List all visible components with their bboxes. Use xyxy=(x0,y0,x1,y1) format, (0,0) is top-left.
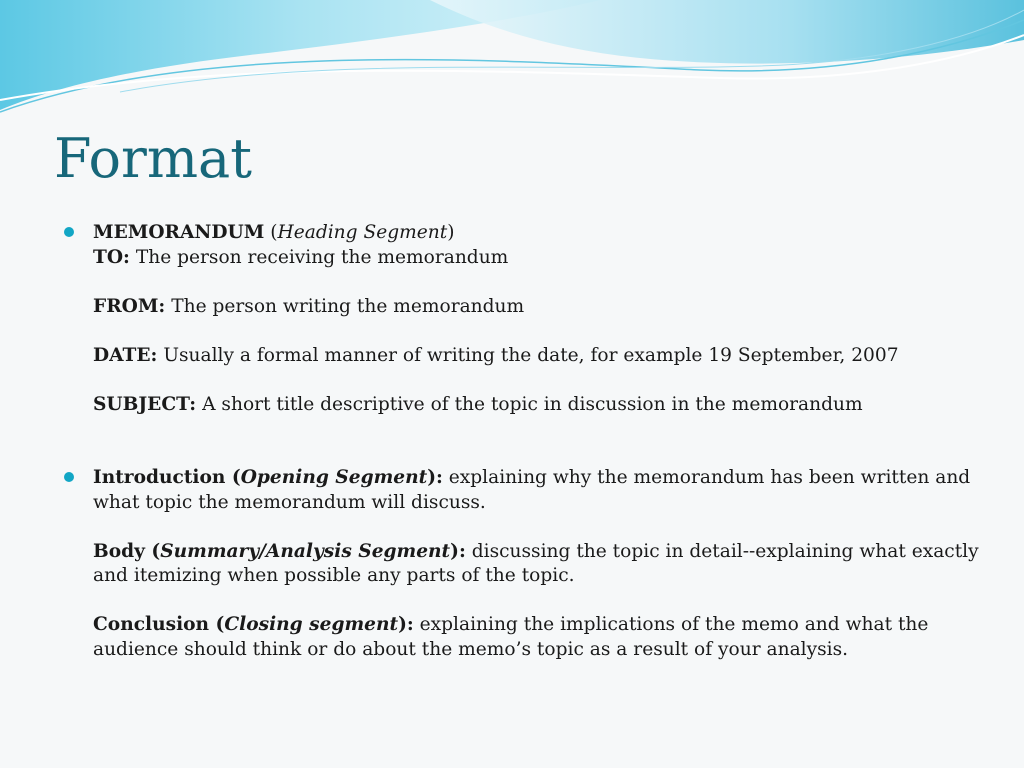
body-text: discussing the topic in detail--explaining what exactly and itemizing when possible any parts of the topic. xyxy=(93,540,979,586)
conclusion-label: Conclusion ( xyxy=(93,614,225,635)
slide-title: Format xyxy=(54,127,252,190)
heading-close-paren: ) xyxy=(447,222,455,243)
body-label: Body ( xyxy=(93,540,161,562)
field-from-label: FROM: xyxy=(93,295,166,317)
field-from xyxy=(93,295,984,320)
field-to xyxy=(93,246,984,271)
opening-segment-label: Opening Segment xyxy=(240,467,428,488)
conclusion-text: explaining the implications of the memo and what the audience should think or do about the memo’s topic as a result of your analysis. xyxy=(93,614,929,660)
field-to-text: The person receiving the memorandum xyxy=(129,246,509,268)
field-from-text: The person writing the memorandum xyxy=(165,295,525,317)
field-date-text: Usually a formal manner of writing the date, for example 19 September, 2007 xyxy=(157,344,899,366)
section-introduction xyxy=(93,466,984,515)
wave-shape-right xyxy=(430,0,1024,64)
field-date-label: DATE: xyxy=(93,344,158,366)
closing-segment-label: Closing segment xyxy=(224,614,399,635)
memorandum-heading-line xyxy=(93,221,984,246)
bullet-memorandum-heading xyxy=(64,221,984,417)
introduction-label-close: ): xyxy=(427,467,443,488)
header-wave-decoration xyxy=(0,0,1024,120)
body-label-close: ): xyxy=(450,540,466,562)
field-subject-text: A short title descriptive of the topic in discussion in the memorandum xyxy=(196,393,863,415)
section-conclusion xyxy=(93,613,984,662)
field-subject xyxy=(93,393,984,418)
bullet-memo-segments xyxy=(64,466,984,662)
introduction-label: Introduction ( xyxy=(93,467,241,488)
heading-open-paren: ( xyxy=(264,222,278,243)
field-to-label: TO: xyxy=(93,246,130,268)
heading-segment-label: Heading Segment xyxy=(277,222,448,243)
bullet-dot-icon xyxy=(64,227,74,237)
field-date xyxy=(93,344,984,369)
memorandum-label: MEMORANDUM xyxy=(93,222,265,243)
conclusion-label-close: ): xyxy=(398,614,414,635)
field-subject-label: SUBJECT: xyxy=(93,393,197,415)
summary-analysis-segment-label: Summary/Analysis Segment xyxy=(160,540,451,562)
section-body xyxy=(93,540,984,589)
slide-body xyxy=(64,221,984,662)
bullet-dot-icon xyxy=(64,472,74,482)
introduction-text: explaining why the memorandum has been written and what topic the memorandum will discuss. xyxy=(93,467,971,513)
